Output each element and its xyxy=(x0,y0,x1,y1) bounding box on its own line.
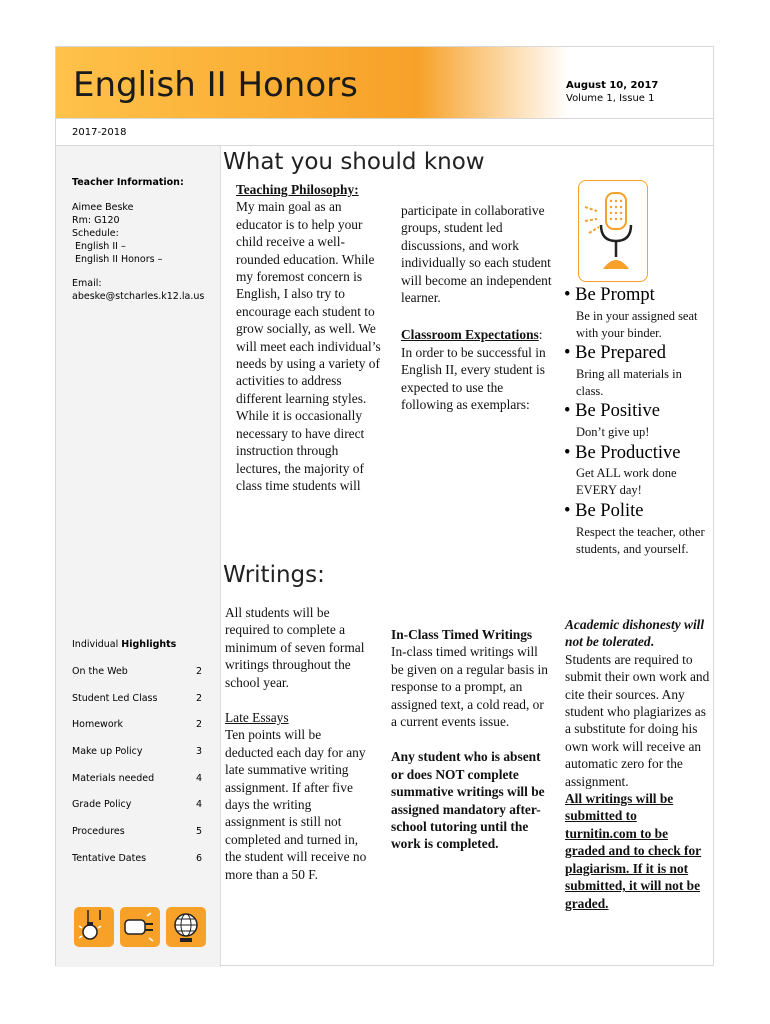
highlights-bold: Highlights xyxy=(121,639,177,650)
microphone-icon xyxy=(578,180,648,282)
toc-page: 4 xyxy=(195,773,202,784)
toc-row[interactable] xyxy=(72,799,202,810)
rule-title-text: Be Positive xyxy=(575,401,660,421)
philosophy-title: Teaching Philosophy: xyxy=(236,182,359,197)
teacher-room: Rm: G120 xyxy=(72,215,120,226)
turnitin-policy: All writings will be submitted to turnitin.com to be graded and to check for plagiarism. If it is not submitted, it will not be graded. xyxy=(565,791,702,911)
toc-row[interactable] xyxy=(72,853,202,864)
toc-label: Grade Policy xyxy=(72,799,132,810)
toc-page: 3 xyxy=(195,746,202,757)
newsletter-title: English II Honors xyxy=(73,65,358,105)
philosophy-cont-column xyxy=(401,202,553,413)
school-year: 2017-2018 xyxy=(72,127,127,138)
timed-writings-body: In-class timed writings will be given on a regular basis in response to a prompt, an assigned text, a cold read, or a current events issue. xyxy=(391,644,548,730)
toc-row[interactable] xyxy=(72,719,202,730)
newsletter-page xyxy=(55,46,714,966)
toc-row[interactable] xyxy=(72,666,202,677)
toc-label: Homework xyxy=(72,719,124,730)
expectations-title: Classroom Expectations xyxy=(401,327,539,343)
divider xyxy=(56,118,713,119)
toc-label: Student Led Class xyxy=(72,693,158,704)
dishonesty-dot: . xyxy=(650,634,654,650)
late-essays-body: Ten points will be deducted each day for any late summative writing assignment. If after five days the writing assignment is still not completed and turned in, the student will receive no more than a 50 F. xyxy=(225,727,367,882)
toc-row[interactable] xyxy=(72,693,202,704)
timed-writings-title: In-Class Timed Writings xyxy=(391,627,533,642)
rule-description: Respect the teacher, other students, and yourself. xyxy=(576,525,705,556)
teacher-email[interactable]: abeske@stcharles.k12.la.us xyxy=(72,291,205,302)
expectations-block xyxy=(401,326,553,413)
philosophy-column xyxy=(236,181,386,494)
globe-icon xyxy=(166,907,206,947)
sidebar xyxy=(56,146,221,967)
toc-page: 4 xyxy=(195,799,202,810)
writings-column-1 xyxy=(225,604,371,883)
teacher-info-heading: Teacher Information: xyxy=(72,177,184,188)
toc-row[interactable] xyxy=(72,746,202,757)
rule-description: Be in your assigned seat with your binder. xyxy=(576,309,698,340)
rule-title-text: Be Productive xyxy=(575,443,681,463)
toc-page: 2 xyxy=(195,666,202,677)
toc-label: Materials needed xyxy=(72,773,155,784)
late-essays-title: Late Essays xyxy=(225,710,289,726)
issue-volume: Volume 1, Issue 1 xyxy=(566,93,655,104)
rule-title: • Be Positive xyxy=(564,401,660,421)
toc-label: Procedures xyxy=(72,826,125,837)
rule-title: • Be Prompt xyxy=(564,285,655,305)
schedule-item: English II Honors – xyxy=(75,254,163,265)
highlights-heading xyxy=(72,639,176,650)
rule-description: Don’t give up! xyxy=(576,425,650,439)
teacher-name: Aimee Beske xyxy=(72,202,134,213)
absent-policy: Any student who is absent or does NOT complete summative writings will be assigned mandatory after-school tutoring until the work is completed. xyxy=(391,749,545,852)
issue-date: August 10, 2017 xyxy=(566,80,659,91)
expectations-colon: : xyxy=(538,327,543,343)
toc-page: 2 xyxy=(195,693,202,704)
toc-page: 6 xyxy=(195,853,202,864)
sidebar-icons xyxy=(74,907,206,947)
dishonesty-heading xyxy=(565,616,711,651)
writings-column-2 xyxy=(391,626,549,853)
toc-row[interactable] xyxy=(72,773,202,784)
toc-label: Make up Policy xyxy=(72,746,143,757)
toc-label: On the Web xyxy=(72,666,128,677)
rule-description: Bring all materials in class. xyxy=(576,367,682,398)
writings-intro: All students will be required to complete a minimum of seven formal writings throughout the school year. xyxy=(225,605,365,690)
philosophy-body: My main goal as an educator is to help your child receive a well-rounded education. While my foremost concern is English, I also try to encourage each student to grow socially, as well. We will meet each individual’s needs by using a variety of activities to address different learning styles. While it is occasionally necessary to have direct instruction through lectures, the majority of class time students will xyxy=(236,199,381,493)
toc-label: Tentative Dates xyxy=(72,853,147,864)
plug-icon xyxy=(120,907,160,947)
toc-page: 2 xyxy=(195,719,202,730)
email-label: Email: xyxy=(72,278,102,289)
rule-description: Get ALL work done EVERY day! xyxy=(576,466,677,497)
rule-title: • Be Polite xyxy=(564,501,644,521)
toc-row[interactable] xyxy=(72,826,202,837)
philosophy-continued: participate in collaborative groups, student led discussions, and work individually so each student will become an independent learner. xyxy=(401,203,552,306)
toc-page: 5 xyxy=(195,826,202,837)
rule-title: • Be Productive xyxy=(564,443,681,463)
section-heading-know: What you should know xyxy=(223,149,485,175)
highlights-prefix: Individual xyxy=(72,639,122,650)
lightbulb-icon xyxy=(74,907,114,947)
schedule-item: English II – xyxy=(75,241,126,252)
rule-title-text: Be Prepared xyxy=(575,343,667,363)
expectations-body: In order to be successful in English II, every student is expected to use the following as exemplars: xyxy=(401,344,546,413)
rule-title-text: Be Polite xyxy=(575,501,644,521)
writings-column-3 xyxy=(565,616,711,912)
dishonesty-body: Students are required to submit their own work and cite their sources. Any student who plagiarizes as a substitute for doing his own work will receive an automatic zero for the assignment. xyxy=(565,651,710,789)
rule-title-text: Be Prompt xyxy=(575,285,655,305)
section-heading-writings: Writings: xyxy=(223,562,325,588)
dishonesty-title: Academic dishonesty will not be tolerated xyxy=(565,617,705,650)
header-banner xyxy=(56,47,713,119)
schedule-label: Schedule: xyxy=(72,228,119,239)
rule-title: • Be Prepared xyxy=(564,343,667,363)
